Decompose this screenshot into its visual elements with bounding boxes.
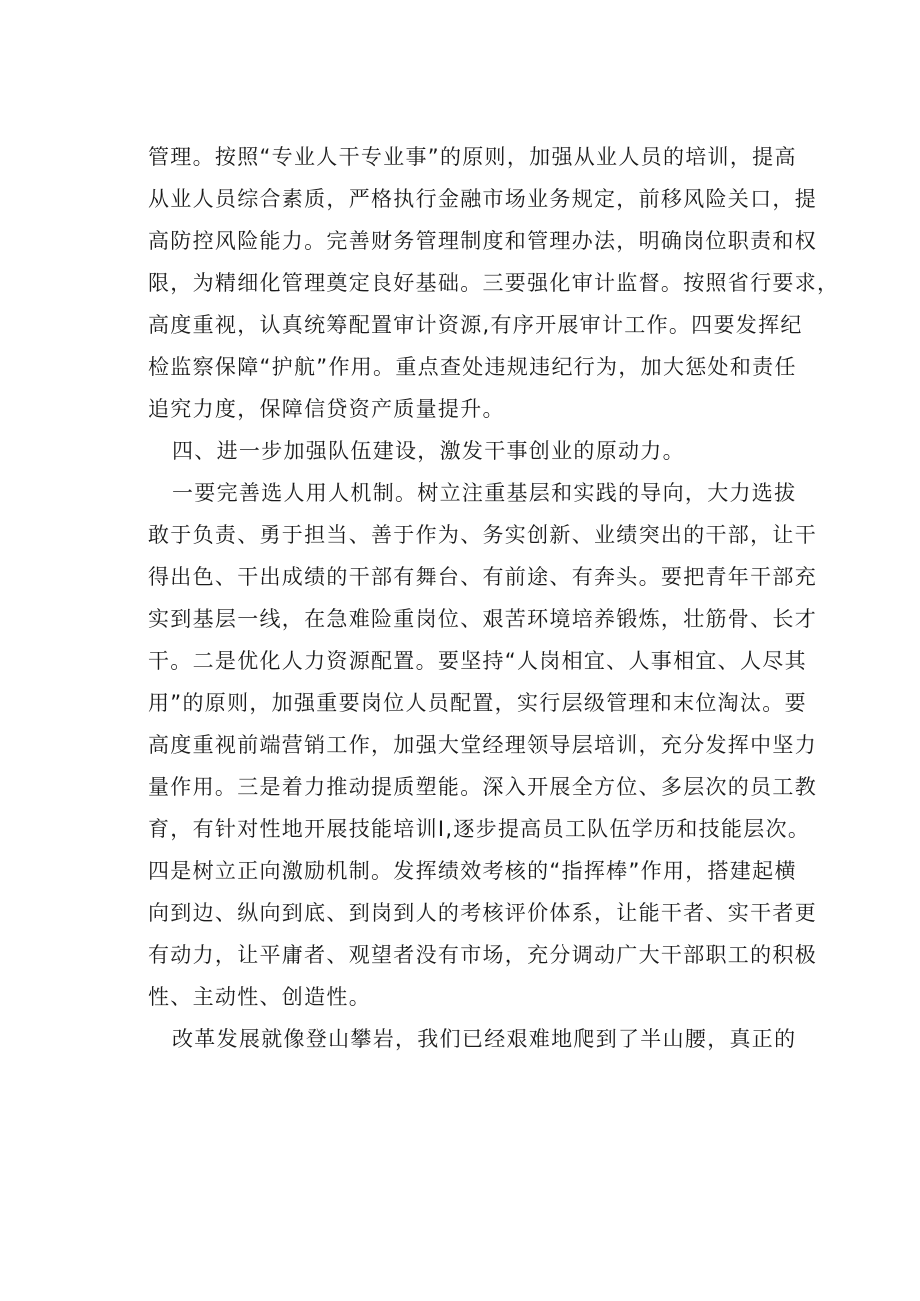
text-line: 四是树立正向激励机制。发挥绩效考核的“指挥棒”作用，搭建起横 [148, 859, 797, 883]
text-line: 向到边、纵向到底、到岗到人的考核评价体系，让能干者、实干者更 [148, 901, 817, 925]
text-line: 实到基层一线，在急难险重岗位、艰苦环境培养锻炼，壮筋骨、长才 [148, 607, 817, 631]
text-line: 量作用。三是着力推动提质塑能。深入开展全方位、多层次的员工教 [148, 775, 817, 799]
document-body [148, 136, 840, 1060]
paragraph-reform-development [148, 1018, 808, 1060]
text-line: 限，为精细化管理奠定良好基础。三要强化审计监督。按照省行要求， [148, 271, 840, 295]
text-line: 高度重视前端营销工作，加强大堂经理领导层培训，充分发挥中坚力 [148, 733, 817, 757]
text-line: 一要完善选人用人机制。树立注重基层和实践的导向，大力选拔 [172, 481, 797, 505]
text-line: 干。二是优化人力资源配置。要坚持“人岗相宜、人事相宜、人尽其 [148, 649, 807, 673]
text-line: 敢于负责、勇于担当、善于作为、务实创新、业绩突出的干部，让干 [148, 523, 817, 547]
text-line: 高防控风险能力。完善财务管理制度和管理办法，明确岗位职责和权 [148, 229, 817, 253]
section-heading: 四、进一步加强队伍建设，激发干事创业的原动力。 [172, 439, 685, 463]
paragraph-team-building [148, 472, 817, 1018]
text-line: 追究力度，保障信贷资产质量提升。 [148, 397, 505, 421]
text-line: 得出色、干出成绩的干部有舞台、有前途、有奔头。要把青年干部充 [148, 565, 817, 589]
text-line: 用”的原则，加强重要岗位人员配置，实行层级管理和末位淘汰。要 [148, 691, 807, 715]
text-line: 改革发展就像登山攀岩，我们已经艰难地爬到了半山腰，真正的 [172, 1027, 797, 1051]
text-line: 检监察保障“护航”作用。重点查处违规违纪行为，加大惩处和责任 [148, 355, 797, 379]
text-line: 有动力，让平庸者、观望者没有市场，充分调动广大干部职工的积极 [148, 943, 817, 967]
text-line: 管理。按照“专业人干专业事”的原则，加强从业人员的培训，提高 [148, 145, 797, 169]
paragraph-financial-management [148, 136, 840, 430]
text-line: 高度重视，认真统筹配置审计资源,有序开展审计工作。四要发挥纪 [148, 313, 803, 337]
text-line: 育，有针对性地开展技能培训Ⅰ,逐步提高员工队伍学历和技能层次。 [148, 817, 811, 841]
text-line: 从业人员综合素质，严格执行金融市场业务规定，前移风险关口，提 [148, 187, 817, 211]
text-line: 性、主动性、创造性。 [148, 985, 371, 1009]
